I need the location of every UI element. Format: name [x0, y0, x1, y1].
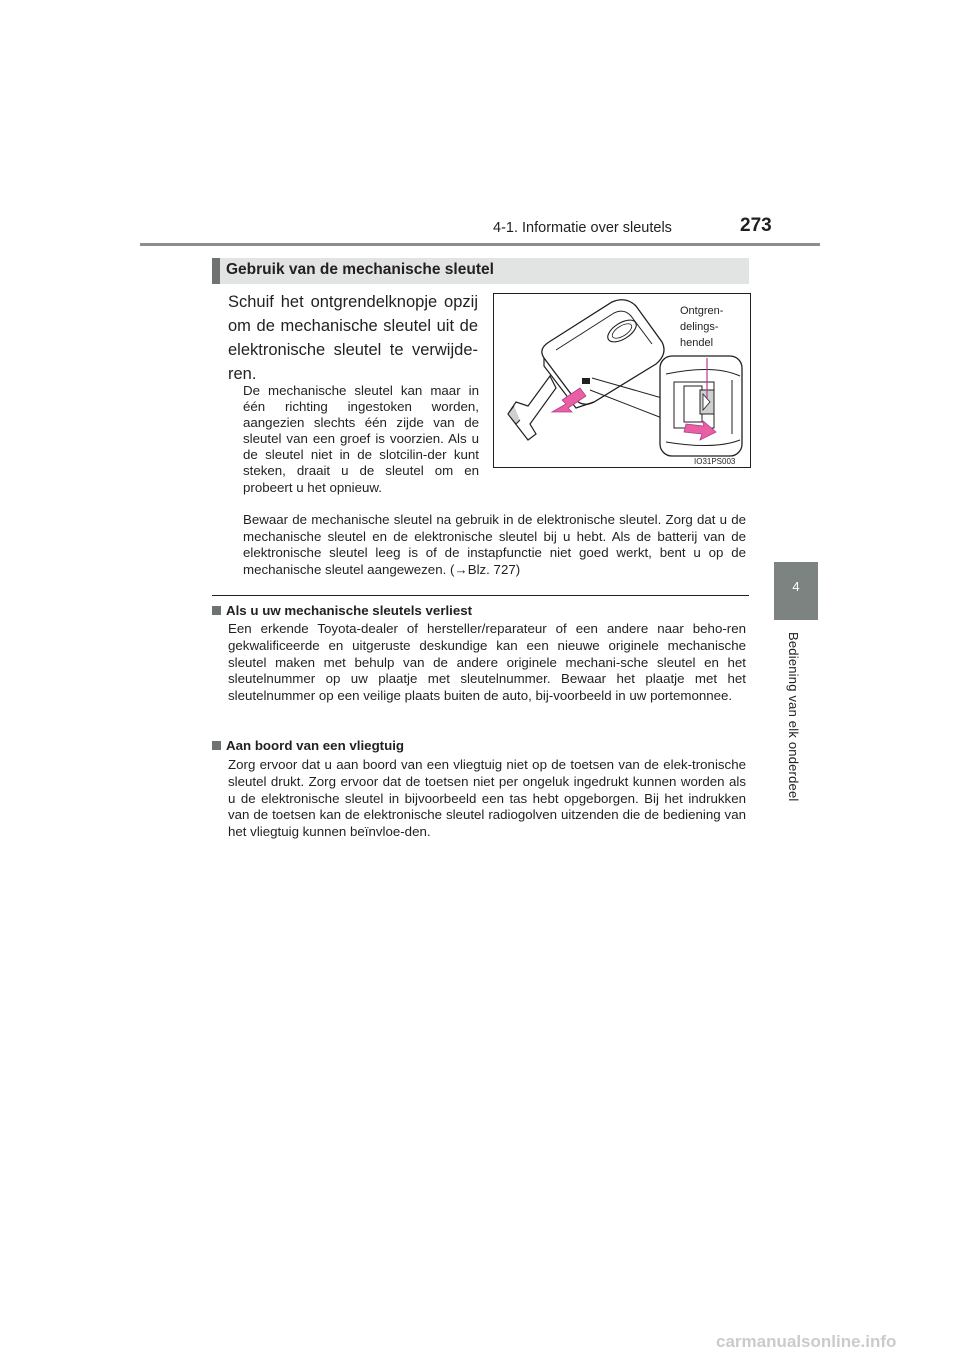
side-tab-label: Bediening van elk onderdeel — [786, 632, 801, 802]
note-text-2: Bewaar de mechanische sleutel na gebruik in de elektronische sleutel. Zorg dat u de mechanische sleutel en de elektronische sleutel bij u hebt. Als de batterij van de elektronische sleutel leeg is of de instapfunctie niet goed werkt, bent u op de mechanische sleutel aangewezen. (→Blz. 727) — [243, 512, 746, 577]
subsection-heading-1-text: Als u uw mechanische sleutels verliest — [226, 603, 473, 618]
figure-label-line2: delings- — [680, 321, 719, 333]
section-title-bar — [212, 258, 749, 284]
subsection-text-2: Zorg ervoor dat u aan boord van een vliegtuig niet op de toetsen van de elek-tronische sleutel drukt. Zorg ervoor dat de toetsen niet per ongeluk ingedrukt kunnen worden als u de elektronische sleutel in bijvoorbeeld een tas hebt opgeborgen. Bij het indrukken van de toetsen kan de elektronische sleutel radiogolven uitzenden die de bediening van het vliegtuig kunnen beïnvloe-den. — [228, 757, 746, 840]
subsection-text-1: Een erkende Toyota-dealer of hersteller/reparateur of een andere naar beho-ren gekwalificeerde en uitgeruste deskundige kan een nieuwe originele mechanische sleutel maken met behulp van de andere originele mechani-sche sleutel en het sleutelnummer op uw plaatje met sleutelnummer. Bewaar het plaatje met het sleutelnummer op een veilige plaats buiten de auto, bij-voorbeeld in uw portemonnee. — [228, 621, 746, 704]
watermark: carmanualsonline.info — [716, 1332, 897, 1351]
section-marker — [212, 258, 220, 284]
subsection-heading-2-text: Aan boord van een vliegtuig — [226, 738, 405, 753]
section-title: Gebruik van de mechanische sleutel — [226, 261, 494, 278]
figure-code: IO31PS003 — [694, 457, 736, 466]
side-tab: 4 — [774, 562, 818, 620]
header-section-title: 4-1. Informatie over sleutels — [493, 220, 672, 236]
page-number: 273 — [740, 215, 772, 236]
subsection-heading-1 — [212, 603, 472, 618]
square-bullet-icon — [212, 606, 221, 615]
key-fob-illustration — [494, 294, 750, 467]
key-figure — [493, 293, 751, 468]
separator — [212, 595, 749, 596]
subsection-heading-2 — [212, 738, 404, 753]
lead-text: Schuif het ontgrendelknopje opzij om de mechanische sleutel uit de elektronische sleutel te verwijde-ren. — [228, 293, 478, 383]
header-rule — [140, 243, 820, 246]
square-bullet-icon — [212, 741, 221, 750]
figure-label-line3: hendel — [680, 337, 714, 349]
figure-label-line1: Ontgren- — [680, 305, 724, 317]
note-text: De mechanische sleutel kan maar in één richting ingestoken worden, aangezien slechts één zijde van de sleutel van een groef is voorzien. Als u de sleutel niet in de slotcilin-der kunt steken, draait u de sleutel om en probeert u het opnieuw. — [243, 383, 479, 495]
